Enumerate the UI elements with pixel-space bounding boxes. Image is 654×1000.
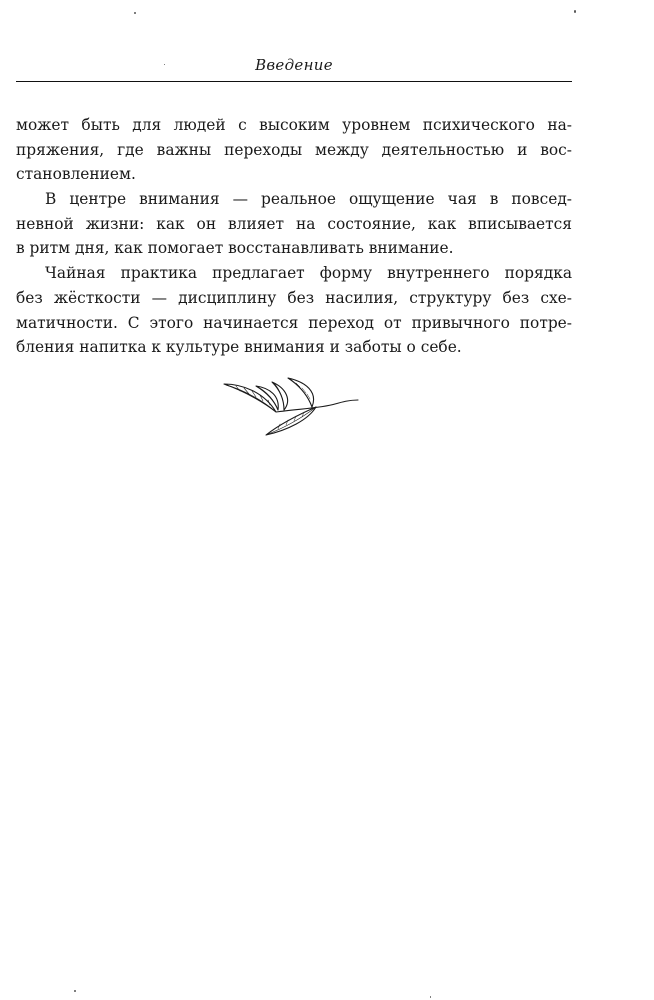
text-line: становлением. [16, 165, 136, 184]
scan-speck [134, 12, 136, 14]
leaf-branch-icon [222, 374, 362, 440]
scan-speck [430, 996, 431, 998]
scan-speck [574, 10, 576, 13]
text-line: матичности. С этого начинается переход от привычного потре- [16, 313, 572, 332]
text-line: может быть для людей с высоким уровнем психического на- [16, 116, 572, 134]
text-line: пряжения, где важны переходы между деятельностью и вос- [16, 140, 572, 159]
body-text [16, 113, 572, 360]
running-header: Введение [255, 56, 333, 74]
text-line: В центре внимания — реальное ощущение чая в повсед- [45, 190, 572, 209]
text-line: в ритм дня, как помогает восстанавливать внимание. [16, 239, 454, 258]
header-rule [16, 81, 572, 82]
scan-speck [164, 64, 165, 65]
text-line: невной жизни: как он влияет на состояние, как вписывается [16, 214, 572, 233]
text-line: Чайная практика предлагает форму внутреннего порядка [45, 264, 572, 283]
scan-speck [74, 990, 76, 992]
text-line: бления напитка к культуре внимания и заботы о себе. [16, 338, 462, 357]
text-line: без жёсткости — дисциплину без насилия, структуру без схе- [16, 288, 572, 307]
